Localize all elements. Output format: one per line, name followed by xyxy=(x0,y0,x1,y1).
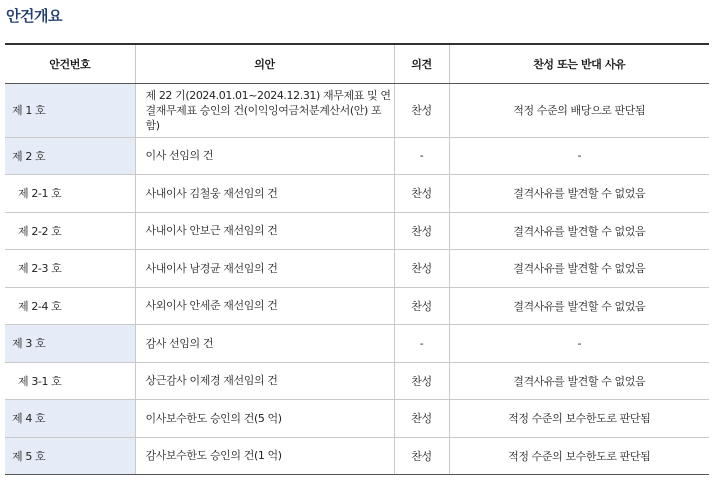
header-reason: 찬성 또는 반대 사유 xyxy=(449,44,709,83)
agenda-title-cell: 제 22 기(2024.01.01~2024.12.31) 재무제표 및 연결재무제표 승인의 건(이익잉여금처분계산서(안) 포함) xyxy=(135,83,394,137)
reason-cell: 결격사유를 발견할 수 없었음 xyxy=(449,362,709,400)
reason-cell: 결격사유를 발견할 수 없었음 xyxy=(449,175,709,213)
opinion-cell: - xyxy=(394,137,449,175)
reason-cell: 결격사유를 발견할 수 없었음 xyxy=(449,212,709,250)
opinion-cell: - xyxy=(394,325,449,363)
agenda-number-cell: 제 2 호 xyxy=(5,137,135,175)
agenda-title-cell: 이사 선임의 건 xyxy=(135,137,394,175)
agenda-number-cell: 제 3-1 호 xyxy=(5,362,135,400)
table-row xyxy=(5,400,709,438)
agenda-title-cell: 이사보수한도 승인의 건(5 억) xyxy=(135,400,394,438)
agenda-number-cell: 제 2-2 호 xyxy=(5,212,135,250)
table-row xyxy=(5,325,709,363)
agenda-number-cell: 제 3 호 xyxy=(5,325,135,363)
opinion-cell: 찬성 xyxy=(394,83,449,137)
opinion-cell: 찬성 xyxy=(394,250,449,288)
reason-cell: 적정 수준의 보수한도로 판단됨 xyxy=(449,400,709,438)
page-title: 안건개요 xyxy=(6,7,62,25)
header-opinion: 의견 xyxy=(394,44,449,83)
reason-cell: 결격사유를 발견할 수 없었음 xyxy=(449,250,709,288)
opinion-cell: 찬성 xyxy=(394,400,449,438)
agenda-title-cell: 사내이사 안보근 재선임의 건 xyxy=(135,212,394,250)
agenda-title-cell: 감사보수한도 승인의 건(1 억) xyxy=(135,437,394,475)
agenda-title-cell: 사내이사 남경균 재선임의 건 xyxy=(135,250,394,288)
agenda-title-cell: 상근감사 이제경 재선임의 건 xyxy=(135,362,394,400)
table-row xyxy=(5,175,709,213)
reason-cell: 적정 수준의 보수한도로 판단됨 xyxy=(449,437,709,475)
header-agenda-number: 안건번호 xyxy=(5,44,135,83)
reason-cell: 적정 수준의 배당으로 판단됨 xyxy=(449,83,709,137)
reason-cell: - xyxy=(449,325,709,363)
table-row xyxy=(5,287,709,325)
opinion-cell: 찬성 xyxy=(394,437,449,475)
agenda-title-cell: 사내이사 김철웅 재선임의 건 xyxy=(135,175,394,213)
agenda-number-cell: 제 2-4 호 xyxy=(5,287,135,325)
table-row xyxy=(5,137,709,175)
opinion-cell: 찬성 xyxy=(394,212,449,250)
opinion-cell: 찬성 xyxy=(394,362,449,400)
table-row xyxy=(5,83,709,137)
agenda-table xyxy=(5,43,709,475)
agenda-number-cell: 제 5 호 xyxy=(5,437,135,475)
reason-cell: 결격사유를 발견할 수 없었음 xyxy=(449,287,709,325)
agenda-title-cell: 감사 선임의 건 xyxy=(135,325,394,363)
agenda-number-cell: 제 2-3 호 xyxy=(5,250,135,288)
table-row xyxy=(5,212,709,250)
agenda-number-cell: 제 2-1 호 xyxy=(5,175,135,213)
header-agenda: 의안 xyxy=(135,44,394,83)
table-row xyxy=(5,362,709,400)
table-row xyxy=(5,437,709,475)
agenda-number-cell: 제 1 호 xyxy=(5,83,135,137)
table-row xyxy=(5,250,709,288)
agenda-title-cell: 사외이사 안세준 재선임의 건 xyxy=(135,287,394,325)
agenda-number-cell: 제 4 호 xyxy=(5,400,135,438)
table-header-row xyxy=(5,44,709,83)
reason-cell: - xyxy=(449,137,709,175)
opinion-cell: 찬성 xyxy=(394,287,449,325)
opinion-cell: 찬성 xyxy=(394,175,449,213)
